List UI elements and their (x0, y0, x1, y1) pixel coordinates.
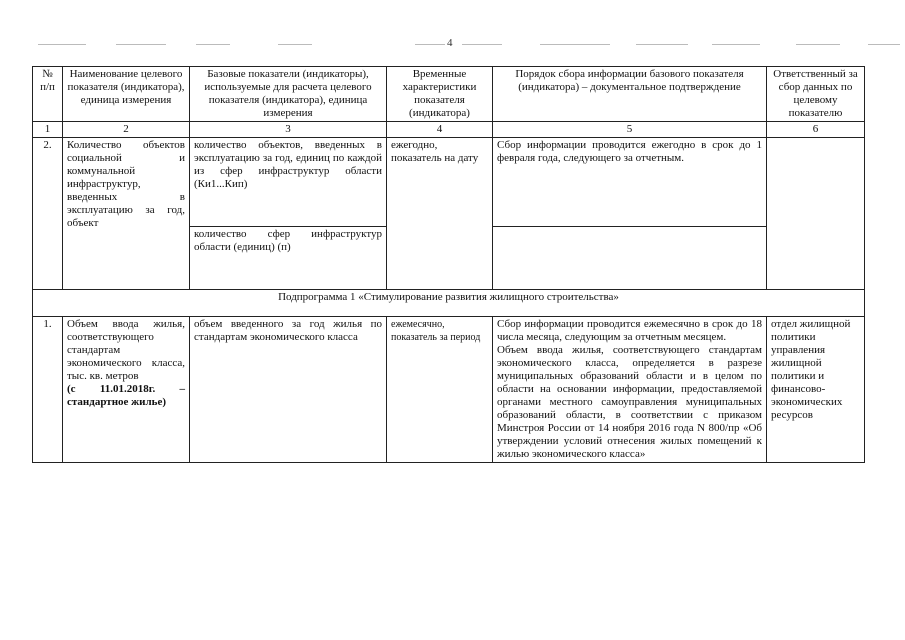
time-characteristics: ежегодно, показатель на дату (387, 138, 493, 290)
subprogram-row (33, 290, 865, 317)
indicators-table (32, 66, 865, 463)
procedure-cell (493, 138, 767, 290)
time-characteristics: ежемесячно, показатель за период (387, 317, 493, 463)
header-responsible: Ответственный за сбор данных по целевому показателю (767, 67, 865, 122)
column-number: 2 (63, 122, 190, 138)
indicator-name: Количество объектов социальной и коммунальной инфраструктур, введенных в эксплуатацию за год, объект (63, 138, 190, 290)
base-indicator: объем введенного за год жилья по стандартам экономического класса (190, 317, 387, 463)
indicator-name: Объем ввода жилья, соответствующего стандартам экономического класса, тыс. кв. метров (67, 318, 185, 382)
row-num: 1. (33, 317, 63, 463)
header-procedure: Порядок сбора информации базового показателя (индикатора) – документальное подтверждение (493, 67, 767, 122)
procedure-empty (493, 227, 766, 289)
column-number: 6 (767, 122, 865, 138)
header-row (33, 67, 865, 122)
column-number: 5 (493, 122, 767, 138)
base-indicator-b: количество сфер инфраструктур области (единиц) (п) (194, 228, 382, 253)
column-number: 4 (387, 122, 493, 138)
column-number: 1 (33, 122, 63, 138)
table-row (33, 138, 865, 290)
procedure-cell (493, 317, 767, 463)
procedure-text: Сбор информации проводится ежегодно в срок до 1 февраля года, следующего за отчетным. (493, 138, 766, 227)
base-indicator-a: количество объектов, введенных в эксплуатацию за год, единиц по каждой из сфер инфраструктур области (Ки1...Кип) (190, 138, 386, 227)
responsible: отдел жилищной политики управления жилищной политики и финансово-экономических ресурсов (767, 317, 865, 463)
table-row (33, 317, 865, 463)
indicator-name-cell (63, 317, 190, 463)
procedure-text: Объем ввода жилья, соответствующего стандартам экономического класса, определяется в разрезе муниципальных образований области и в целом по области на основании информации, предоставляемой органами местного самоуправления муниципальных образований области, в соответствии с приказом Минстроя России от 14 ноября 2016 года N 800/пр «Об утверждении условий отнесения жилых помещений к жилью экономического класса» (497, 344, 762, 460)
subprogram-title: Подпрограмма 1 «Стимулирование развития жилищного строительства» (33, 290, 865, 317)
base-indicators-cell (190, 138, 387, 290)
header-base: Базовые показатели (индикаторы), используемые для расчета целевого показателя (индикатора), единица измерения (190, 67, 387, 122)
responsible (767, 138, 865, 290)
row-num: 2. (33, 138, 63, 290)
column-number: 3 (190, 122, 387, 138)
page-number: 4 (447, 37, 453, 49)
header-name: Наименование целевого показателя (индикатора), единица измерения (63, 67, 190, 122)
indicator-note: (с 11.01.2018г. – стандартное жилье) (67, 383, 185, 408)
header-time: Временные характеристики показателя (индикатора) (387, 67, 493, 122)
header-num: № п/п (33, 67, 63, 122)
column-numbers-row (33, 122, 865, 138)
procedure-text: Сбор информации проводится ежемесячно в срок до 18 числа месяца, следующим за отчетным месяцем. (497, 318, 762, 343)
